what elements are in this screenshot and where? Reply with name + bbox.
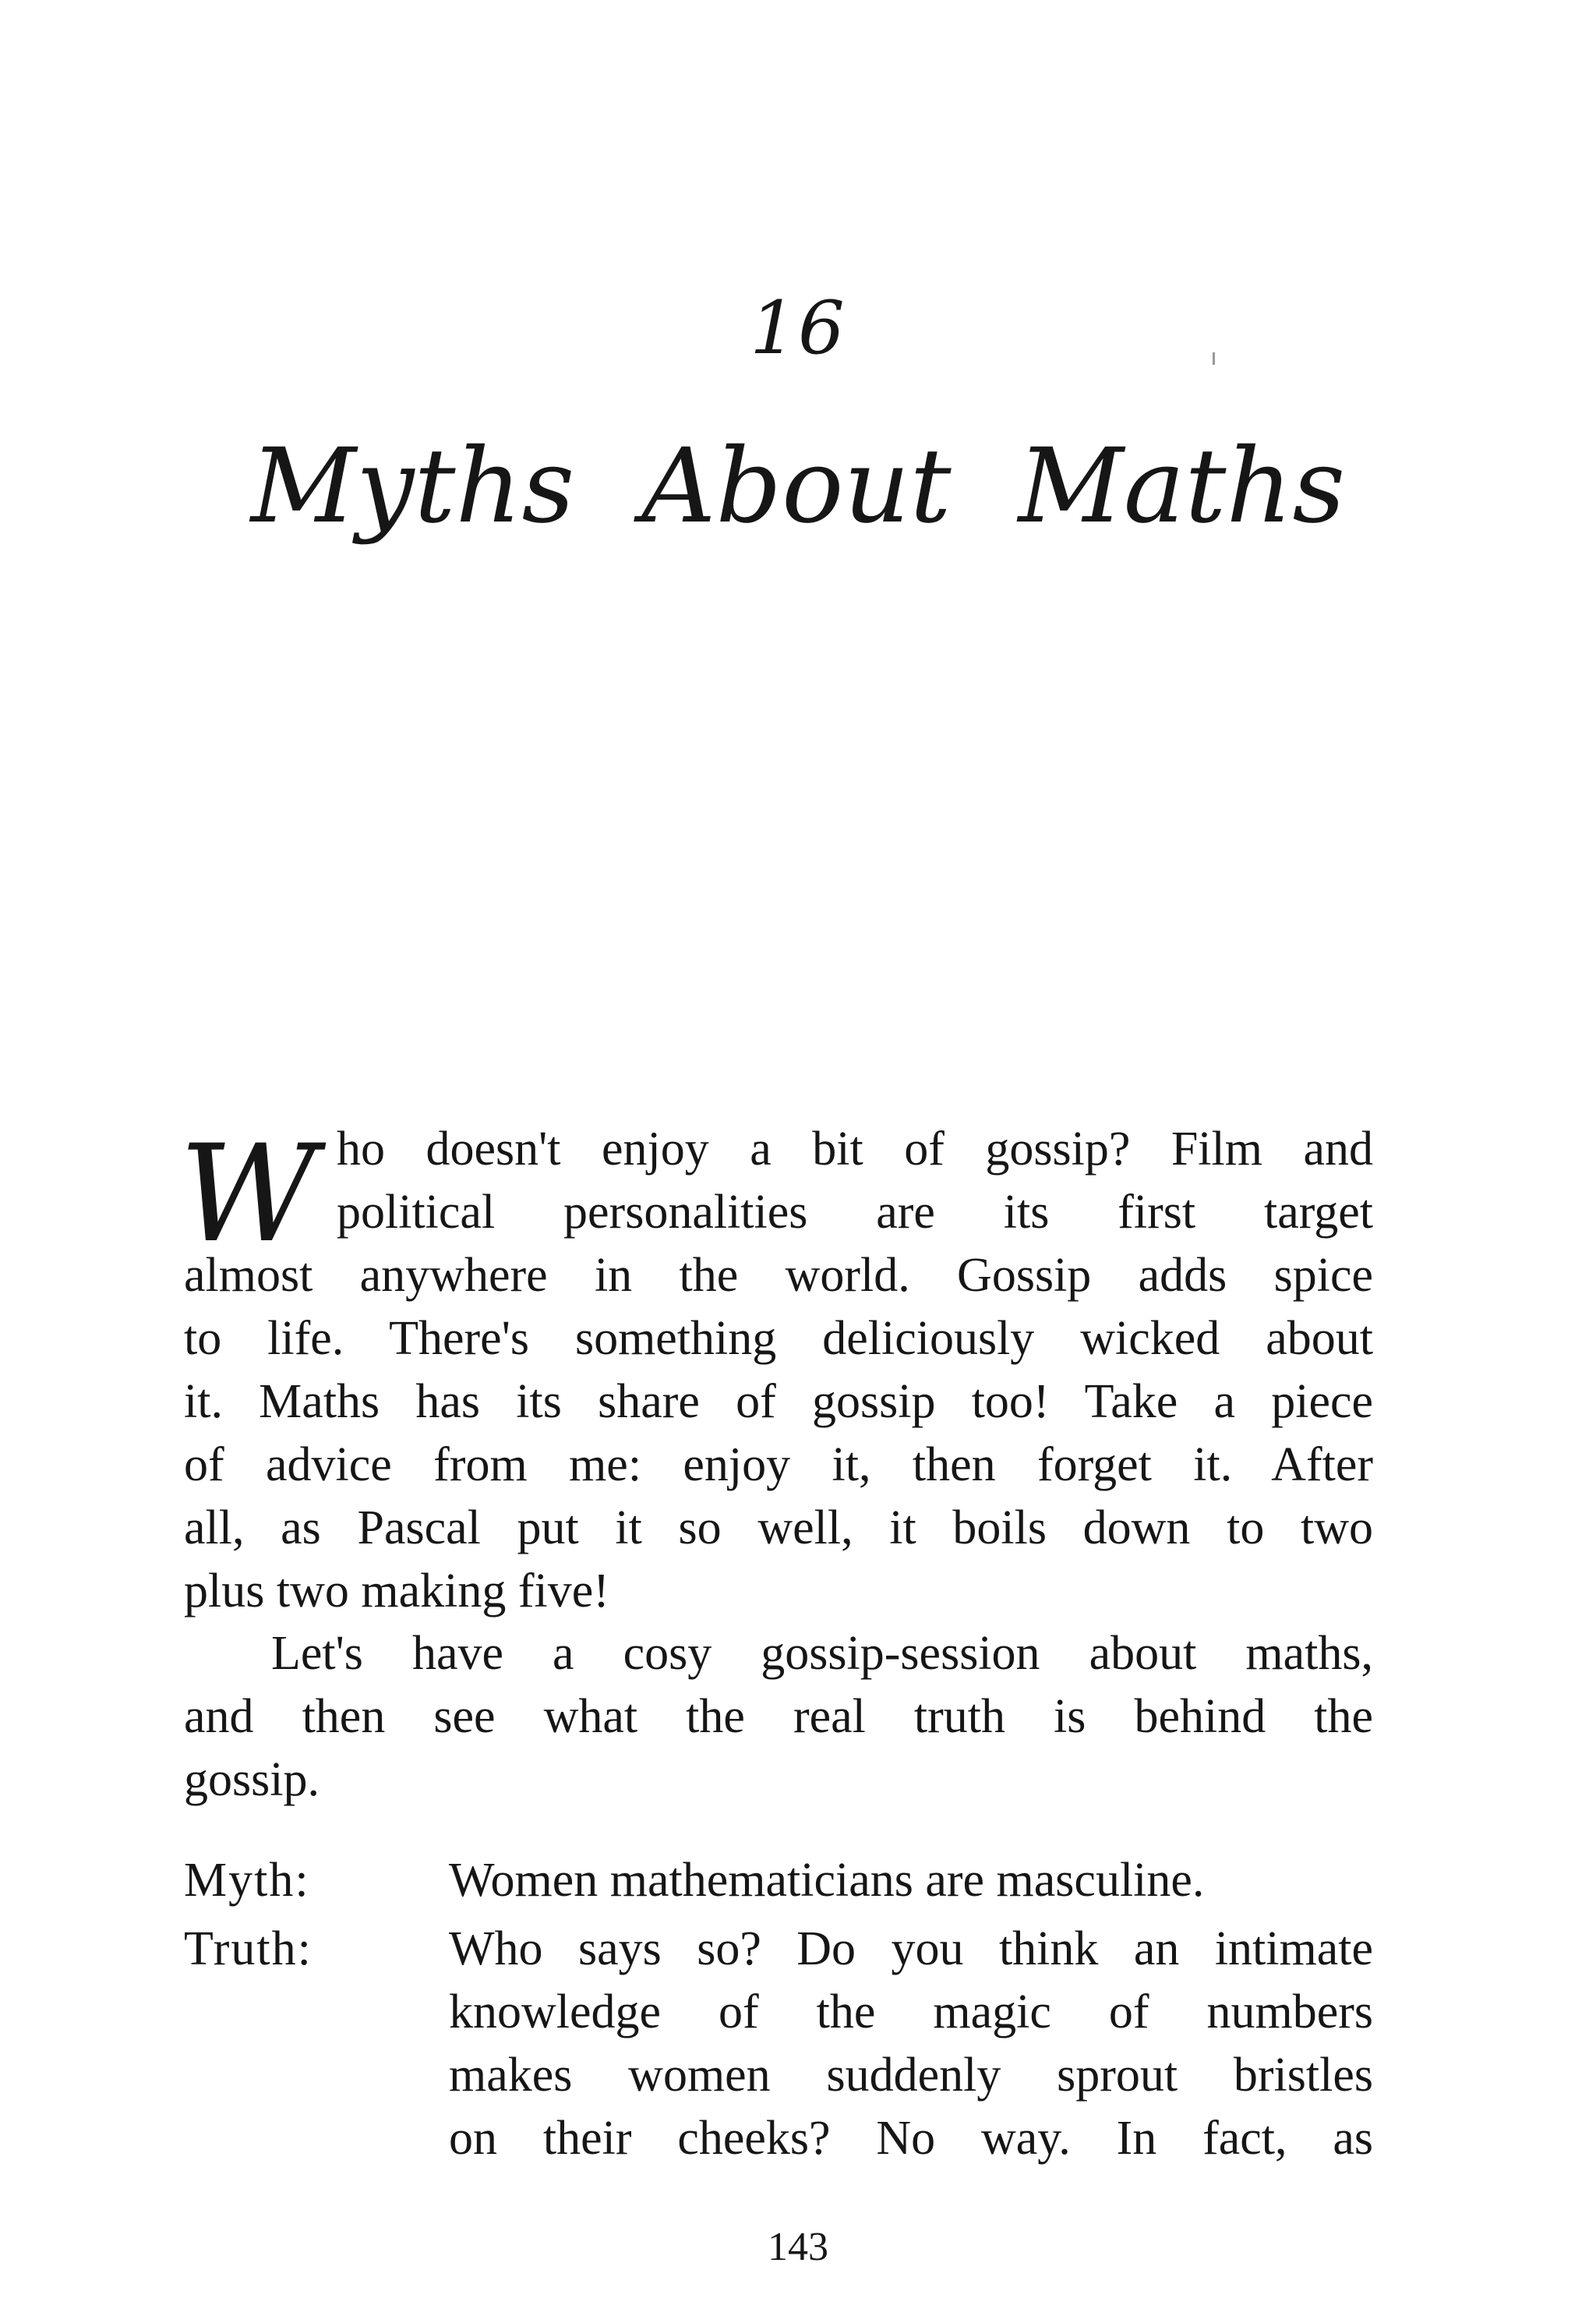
print-speck — [1213, 352, 1215, 365]
intro-line-7: all, as Pascal put it so well, it boils down to two — [184, 1501, 1373, 1554]
intro-line-6: of advice from me: enjoy it, then forget it. After — [184, 1438, 1373, 1491]
chapter-title: Myths About Maths — [250, 426, 1346, 546]
intro-line-4: to life. There's something deliciously wicked about — [184, 1312, 1373, 1365]
truth-text-block — [449, 1918, 1373, 2170]
truth-line-3: makes women suddenly sprout bristles — [449, 2049, 1373, 2102]
drop-cap: W — [179, 1116, 317, 1272]
intro-line-3: almost anywhere in the world. Gossip adds spice — [184, 1249, 1373, 1302]
truth-line-2: knowledge of the magic of numbers — [449, 1985, 1373, 2038]
truth-line-4: on their cheeks? No way. In fact, as — [449, 2112, 1373, 2165]
para2-line-2: and then see what the real truth is behind the — [184, 1690, 1373, 1743]
intro-line-8: plus two making five! — [184, 1565, 609, 1618]
intro-line-1: ho doesn't enjoy a bit of gossip? Film and — [337, 1123, 1373, 1176]
para2-line-1: Let's have a cosy gossip-session about maths, — [271, 1627, 1373, 1680]
intro-line-5: it. Maths has its share of gossip too! Take a piece — [184, 1375, 1373, 1428]
truth-line-1: Who says so? Do you think an intimate — [449, 1922, 1373, 1975]
chapter-number: 16 — [750, 286, 846, 371]
para2-line-3: gossip. — [184, 1753, 320, 1806]
myth-text: Women mathematicians are masculine. — [449, 1854, 1205, 1907]
myth-label: Myth: — [184, 1854, 310, 1907]
myth-text-block — [449, 1849, 1373, 1912]
truth-label: Truth: — [184, 1922, 312, 1975]
intro-line-2: political personalities are its first target — [337, 1186, 1373, 1239]
second-paragraph — [184, 1622, 1373, 1812]
page-number: 143 — [768, 2225, 828, 2269]
intro-paragraph — [184, 1118, 1373, 1623]
